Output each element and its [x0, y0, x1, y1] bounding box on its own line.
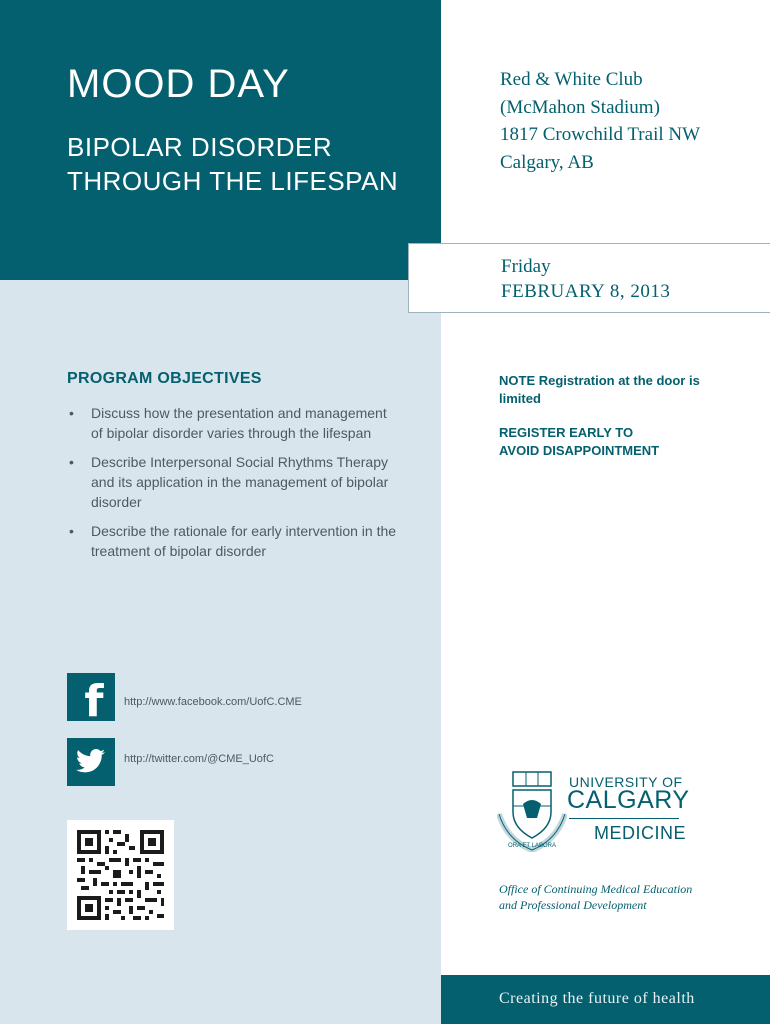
venue-address — [500, 66, 700, 176]
venue-city: Calgary, AB — [500, 151, 594, 173]
twitter-link[interactable]: http://twitter.com/@CME_UofC — [124, 753, 274, 765]
event-title: MOOD DAY — [67, 62, 290, 106]
footer-tagline: Creating the future of health — [499, 990, 695, 1007]
university-crest-icon — [497, 768, 567, 852]
logo-university-of: UNIVERSITY OF — [569, 774, 683, 790]
event-subtitle-line2: THROUGH THE LIFESPAN — [67, 166, 399, 196]
register-line2: AVOID DISAPPOINTMENT — [499, 443, 660, 458]
office-line2: and Professional Development — [499, 898, 647, 912]
bullet-icon: • — [69, 454, 74, 470]
university-logo — [497, 768, 707, 858]
bullet-icon: • — [69, 523, 74, 539]
note-label: NOTE — [499, 373, 536, 388]
objective-text: Describe Interpersonal Social Rhythms Therapy and its application in the management of bipolar disorder — [91, 454, 389, 510]
venue-name: Red & White Club — [500, 69, 643, 90]
objective-item — [67, 452, 397, 512]
logo-divider — [569, 818, 679, 819]
event-subtitle-line1: BIPOLAR DISORDER — [67, 132, 333, 162]
office-line1: Office of Continuing Medical Education — [499, 882, 693, 896]
logo-medicine: MEDICINE — [594, 823, 687, 843]
office-name — [499, 881, 692, 913]
qr-code-icon[interactable] — [67, 820, 174, 930]
facebook-link[interactable]: http://www.facebook.com/UofC.CME — [124, 696, 302, 708]
event-date: FEBRUARY 8, 2013 — [501, 281, 671, 302]
objective-item — [67, 403, 397, 443]
objective-text: Discuss how the presentation and management of bipolar disorder varies through the lifespan — [91, 405, 387, 441]
twitter-icon[interactable] — [67, 738, 115, 786]
event-day: Friday — [501, 256, 551, 277]
register-early-notice — [499, 424, 729, 460]
event-date-box — [408, 243, 770, 313]
qr-code-graphic — [67, 820, 174, 930]
registration-note — [499, 372, 729, 408]
twitter-bird-icon — [76, 749, 106, 775]
register-line1: REGISTER EARLY TO — [499, 425, 634, 440]
venue-street: 1817 Crowchild Trail NW — [500, 124, 701, 145]
logo-calgary: CALGARY — [567, 786, 690, 814]
note-text: Registration at the door is limited — [499, 373, 700, 406]
objective-item — [67, 521, 397, 561]
bullet-icon: • — [69, 405, 74, 421]
objectives-heading: PROGRAM OBJECTIVES — [67, 370, 262, 387]
facebook-glyph: f — [84, 675, 104, 727]
venue-stadium: (McMahon Stadium) — [500, 96, 660, 118]
facebook-icon[interactable] — [67, 673, 115, 727]
objective-text: Describe the rationale for early intervention in the treatment of bipolar disorder — [91, 523, 397, 559]
objectives-list — [67, 403, 397, 570]
logo-motto: ORA ET LABORA — [508, 843, 556, 849]
